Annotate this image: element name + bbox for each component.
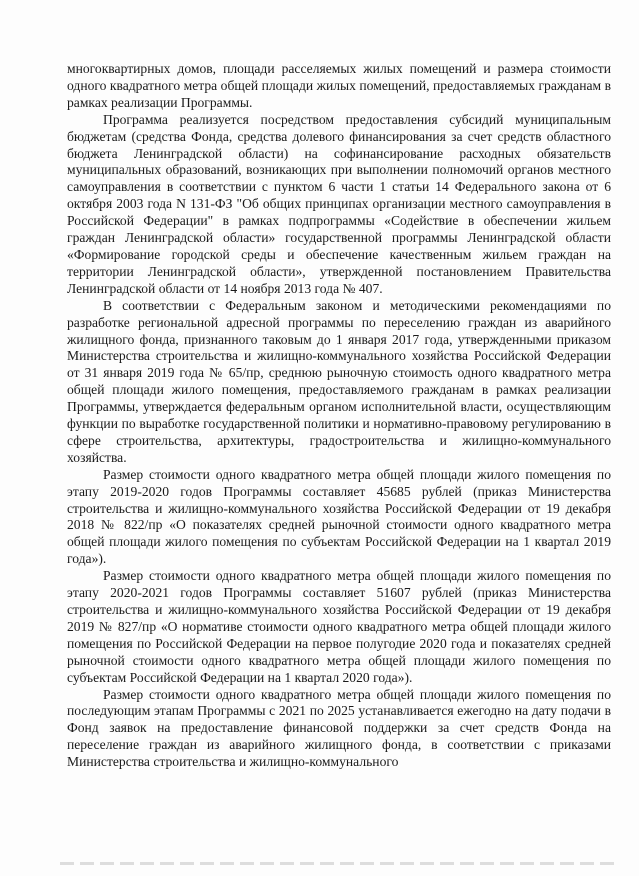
paragraph-stage-2019-2020: Размер стоимости одного квадратного метра общей площади жилого помещения по этапу 2019-2020 годов Программы составляет 45685 рублей (приказ Министерства строительства и жилищно-коммунального хозяйства Российской Федерации от 19 декабря 2018 № 822/пр «О показателях средней рыночной стоимости одного квадратного метра общей площади жилого помещения по субъектам Российской Федерации на 1 квартал 2019 года»). (67, 466, 611, 567)
paragraph-stage-2020-2021: Размер стоимости одного квадратного метра общей площади жилого помещения по этапу 2020-2021 годов Программы составляет 51607 рублей (приказ Министерства строительства и жилищно-коммунального хозяйства Российской Федерации от 19 декабря 2019 № 827/пр «О нормативе стоимости одного квадратного метра общей площади жилого помещения по Российской Федерации на первое полугодие 2020 года и показателях средней рыночной стоимости одного квадратного метра общей площади жилого помещения по субъектам Российской Федерации на 1 квартал 2020 года»). (67, 568, 611, 685)
paragraph-stage-2021-2025: Размер стоимости одного квадратного метра общей площади жилого помещения по последующим этапам Программы с 2021 по 2025 устанавливается ежегодно на дату подачи в Фонд заявок на предоставление финансовой поддержки за счет средств Фонда на переселение граждан из аварийного жилищного фонда, в соответствии с приказами Министерства строительства и жилищно-коммунального (67, 686, 611, 770)
paragraph-federal-law: В соответствии с Федеральным законом и методическими рекомендациями по разработке региональной адресной программы по переселению граждан из аварийного жилищного фонда, признанного таковым до 1 января 2017 года, утвержденными приказом Министерства строительства и жилищно-коммунального хозяйства Российской Федерации от 31 января 2019 года № 65/пр, среднюю рыночную стоимость одного квадратного метра общей площади жилого помещения, предоставляемого гражданам в рамках реализации Программы, утверждается федеральным органом исполнительной власти, осуществляющим функции по выработке государственной политики и нормативно-правовому регулированию в сфере строительства, архитектуры, градостроительства и жилищно-коммунального хозяйства. (67, 297, 611, 465)
scan-artifact-line (60, 862, 620, 865)
paragraph-continuation: многоквартирных домов, площади расселяемых жилых помещений и размера стоимости одного квадратного метра общей площади жилых помещений, предоставляемых гражданам в рамках реализации Программы. (67, 61, 611, 110)
document-body (67, 61, 611, 771)
paragraph-program-subsidies: Программа реализуется посредством предоставления субсидий муниципальным бюджетам (средства Фонда, средства долевого финансирования за счет средств областного бюджета Ленинградской области) на софинансирование расходных обязательств муниципальных образований, возникающих при выполнении полномочий органов местного самоуправления в соответствии с пунктом 6 части 1 статьи 14 Федерального закона от 6 октября 2003 года N 131-ФЗ "Об общих принципах организации местного самоуправления в Российской Федерации" в рамках подпрограммы «Содействие в обеспечении жильем граждан Ленинградской области» государственной программы Ленинградской области «Формирование городской среды и обеспечение качественным жильем граждан на территории Ленинградской области», утвержденной постановлением Правительства Ленинградской области от 14 ноября 2013 года № 407. (67, 111, 611, 296)
